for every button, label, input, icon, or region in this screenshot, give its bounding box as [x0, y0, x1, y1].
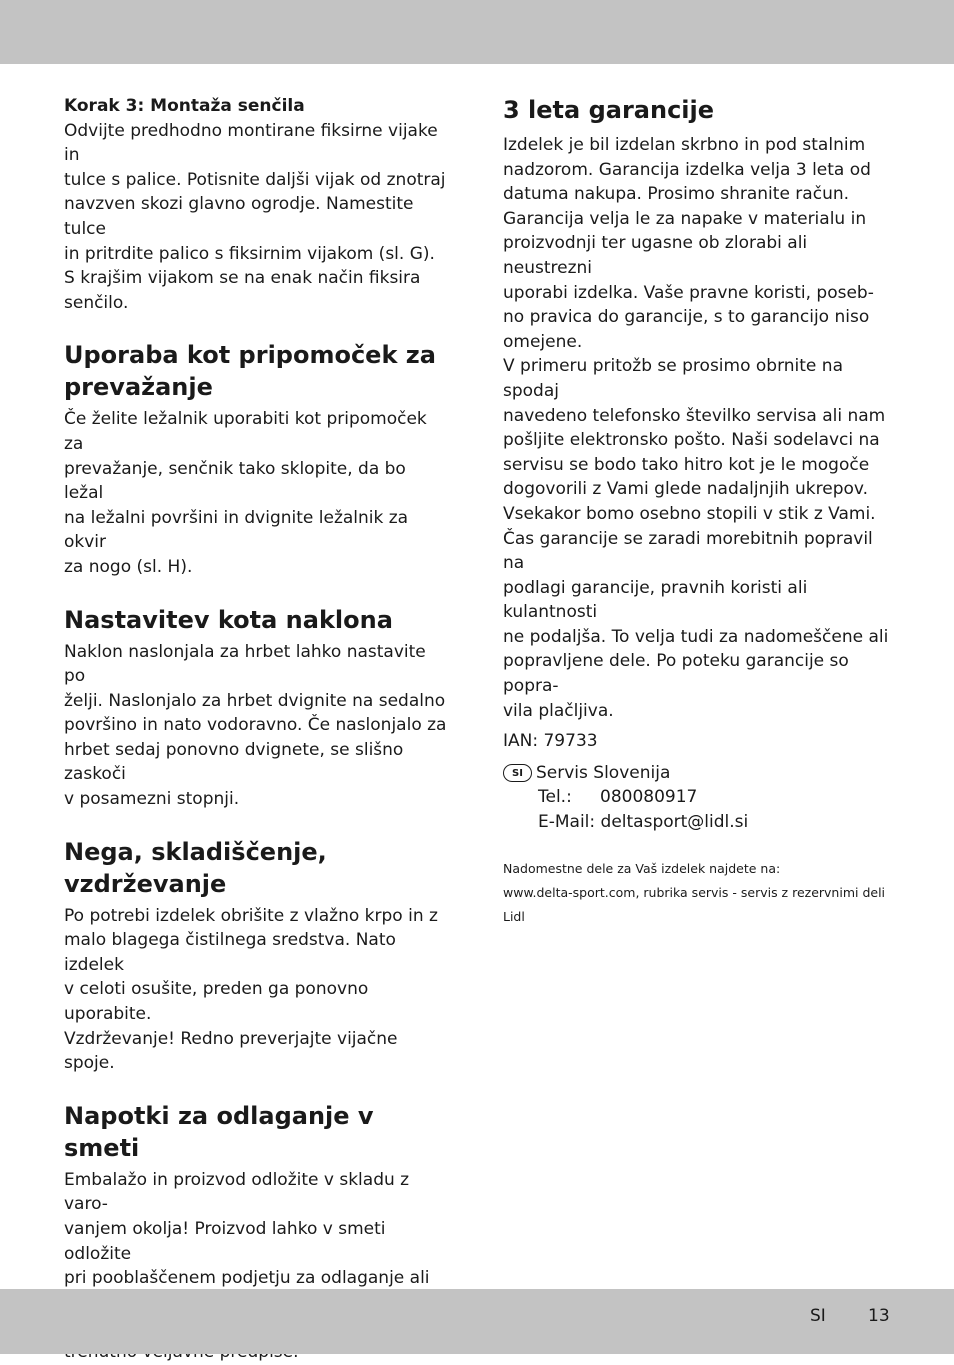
warranty-line: Garancija velja le za napake v materialu in	[503, 208, 867, 229]
heading-line: Nega, skladiščenje,	[64, 837, 327, 866]
right-column	[503, 90, 893, 929]
step3-line: Odvijte predhodno montirane fiksirne vijake in	[64, 120, 438, 166]
incline-line: površino in nato vodoravno. Če naslonjalo za	[64, 715, 447, 736]
incline-line: hrbet sedaj ponovno dvignete, se slišno zaskoči	[64, 739, 404, 785]
warranty-line: dogovorili z Vami glede nadaljnjih ukrepov.	[503, 479, 869, 500]
disposal-line: vanjem okolja! Proizvod lahko v smeti odložite	[64, 1219, 386, 1264]
transport-section	[64, 339, 449, 579]
care-section	[64, 836, 449, 1076]
tel-value: 080080917	[600, 787, 698, 808]
warranty-line: pošljite elektronsko pošto. Naši sodelavci na	[503, 430, 880, 451]
warranty-line: ne podaljša. To velja tudi za nadomeščene ali	[503, 626, 889, 647]
warranty-line: proizvodnji ter ugasne ob zlorabi ali neustrezni	[503, 233, 808, 278]
warranty-line: Vsekakor bomo osebno stopili v stik z Vami.	[503, 503, 876, 524]
step3-heading: Korak 3: Montaža senčila	[64, 96, 305, 116]
care-line: Vzdrževanje! Redno preverjajte vijačne spoje.	[64, 1028, 398, 1074]
warranty-line: omejene.	[503, 331, 583, 352]
transport-heading	[64, 339, 449, 403]
service-email-row	[503, 810, 893, 835]
spare-parts-line: Nadomestne dele za Vaš izdelek najdete na:	[503, 860, 781, 876]
warranty-line: servisu se bodo tako hitro kot je le mogoče	[503, 454, 870, 475]
left-column	[64, 90, 449, 1365]
tel-label: Tel.:	[538, 787, 572, 808]
disposal-line: pri pooblaščenem podjetju za odlaganje ali	[64, 1268, 430, 1289]
service-name: Servis Slovenija	[536, 762, 671, 783]
service-name-row	[503, 761, 893, 786]
footer-language: SI	[810, 1306, 826, 1326]
warranty-line: V primeru pritožb se prosimo obrnite na spodaj	[503, 356, 843, 401]
step3-line: navzven skozi glavno ogrodje. Namestite tulce	[64, 194, 414, 239]
heading-line: Uporaba kot pripomoček za	[64, 341, 436, 370]
disposal-line: Embalažo in proizvod odložite v skladu z varo-	[64, 1169, 410, 1215]
warranty-line: Izdelek je bil izdelan skrbno in pod stalnim	[503, 135, 866, 155]
step3-line: senčilo.	[64, 292, 129, 313]
warranty-line: nadzorom. Garancija izdelka velja 3 leta od	[503, 159, 871, 180]
warranty-line: uporabi izdelka. Vaše pravne koristi, poseb-	[503, 282, 874, 303]
page-number: 13	[868, 1306, 890, 1326]
transport-line: Če želite ležalnik uporabiti kot pripomoček za	[64, 409, 427, 454]
transport-line: za nogo (sl. H).	[64, 556, 193, 577]
care-heading	[64, 836, 449, 900]
warranty-line: vila plačljiva.	[503, 700, 614, 721]
step3-line: in pritrdite palico s fiksirnim vijakom (sl. G).	[64, 243, 435, 264]
warranty-section	[503, 94, 893, 754]
header-bar	[0, 0, 954, 64]
incline-line: Naklon naslonjala za hrbet lahko nastavite po	[64, 641, 426, 687]
transport-line: na ležalni površini in dvignite ležalnik za okvir	[64, 507, 409, 553]
country-badge-icon: SI	[503, 764, 532, 782]
incline-heading	[64, 604, 449, 636]
disposal-heading	[64, 1100, 449, 1164]
warranty-line: navedeno telefonsko številko servisa ali nam	[503, 405, 886, 426]
warranty-line: datuma nakupa. Prosimo shranite račun.	[503, 184, 850, 205]
warranty-line: no pravica do garancije, s to garancijo niso	[503, 307, 870, 328]
warranty-heading: 3 leta garancije	[503, 96, 715, 124]
spare-parts-line: Lidl	[503, 908, 525, 924]
warranty-line: podlagi garancije, pravnih koristi ali kulantnosti	[503, 577, 808, 623]
step3-line: S krajšim vijakom se na enak način fiksira	[64, 268, 421, 289]
care-line: Po potrebi izdelek obrišite z vlažno krpo in z	[64, 905, 438, 926]
step3-section	[64, 94, 449, 315]
heading-line: Napotki za odlaganje v smeti	[64, 1101, 374, 1162]
service-block	[503, 761, 893, 835]
spare-parts-section	[503, 857, 893, 929]
warranty-line: Čas garancije se zaradi morebitnih popravil na	[503, 528, 873, 574]
heading-line: Nastavitev kota naklona	[64, 605, 393, 634]
spare-parts-line: www.delta-sport.com, rubrika servis - servis z rezervnimi deli	[503, 884, 886, 900]
transport-line: prevažanje, senčnik tako sklopite, da bo ležal	[64, 458, 406, 504]
service-email: E-Mail: deltasport@lidl.si	[538, 812, 749, 833]
ian-number: IAN: 79733	[503, 731, 598, 752]
incline-section	[64, 604, 449, 812]
care-line: malo blagega čistilnega sredstva. Nato izdelek	[64, 930, 396, 975]
care-line: v celoti osušite, preden ga ponovno uporabite.	[64, 979, 369, 1025]
warranty-line: popravljene dele. Po poteku garancije so popra-	[503, 651, 849, 697]
heading-line: vzdrževanje	[64, 869, 227, 898]
incline-line: v posamezni stopnji.	[64, 789, 240, 810]
incline-line: želji. Naslonjalo za hrbet dvignite na sedalno	[64, 690, 446, 711]
heading-line: prevažanje	[64, 373, 213, 402]
step3-line: tulce s palice. Potisnite daljši vijak od znotraj	[64, 169, 446, 190]
service-tel-row	[503, 785, 893, 810]
